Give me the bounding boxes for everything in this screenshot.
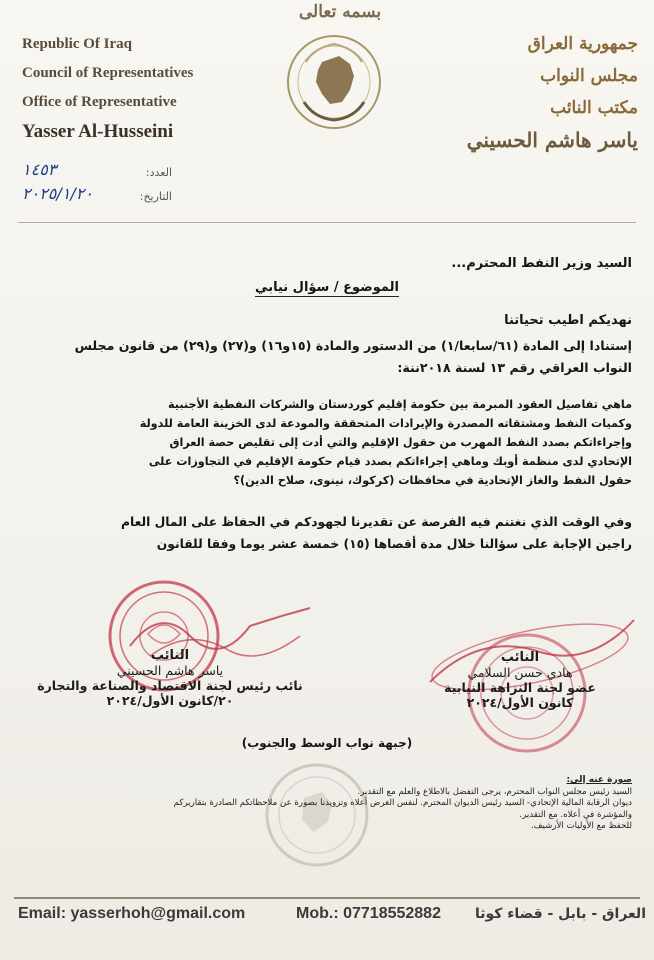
paragraph-1-line-2: النواب العراقي رقم ١٣ لسنة ٢٠١٨ننة: [397,360,632,375]
signature-left-position: نائب رئيس لجنة الاقتصاد والصناعة والتجارة [37,678,303,693]
signature-right-role: النائب [500,650,540,665]
subject [0,280,654,295]
ref-number-label: العدد: [145,166,172,179]
ref-date-value: ٢٠٢٥/١/٢٠ [22,184,93,203]
basmala: بسمه تعالى [298,2,382,22]
addressee: السيد وزير النفط المحترم... [451,256,632,271]
header-en-line-3: Office of Representative [22,94,177,110]
signature-left [20,648,320,708]
header-ar-line-2: مجلس النواب [540,66,638,86]
cc-line-1: السيد رئيس مجلس النواب المحترم، يرجى التفضل بالاطلاع والعلم مع التقدير. [357,786,632,797]
paragraph-2-line-5: حقول النفط والغاز الإتحادية في محافظات (كركوك، نينوى، صلاح الدين)؟ [233,474,632,487]
signature-right [400,650,640,710]
cc-heading: صورة عنه إلى: [566,775,632,785]
header-english [22,30,222,146]
ref-number-value: ١٤٥٣ [22,160,57,179]
signature-right-date: كانون الأول/٢٠٢٤ [466,695,574,710]
front-name: (جبهة نواب الوسط والجنوب) [241,736,413,750]
reference-block [22,160,172,208]
footer-divider [14,897,640,899]
footer-mobile: Mob.: 07718552882 [296,905,441,922]
signature-right-name: هادي حسن السلامي [467,665,573,680]
signature-left-name: ياسر هاشم الحسيني [116,663,224,678]
signature-right-position: عضو لجنة النزاهة النيابية [444,680,596,695]
signature-left-date: ٢٠/كانون الأول/٢٠٢٤ [106,693,234,708]
paragraph-2-line-2: وكميات النفط ومشتقاته المصدرة والإيرادات المتحققة والمودعة لدى الخزينة العامة للدولة [139,417,632,430]
cc-line-2: ديوان الرقابة المالية الإتحادي- السيد رئيس الديوان المحترم. لنفس الغرض أعلاه وتزويدنا بصورة عن ملاحظاتكم الصادرة بتقاريركم [173,798,632,808]
cc-line-4: للحفظ مع الأوليات الأرشيف. [530,821,632,831]
ref-date-label: التاريخ: [139,190,172,203]
header-ar-line-3: مكتب النائب [550,98,638,118]
subject-text: الموضوع / سؤال نيابي [255,280,399,295]
header-en-line-1: Republic Of Iraq [22,36,133,52]
paragraph-2-line-1: ماهي تفاصيل العقود المبرمة بين حكومة إقليم كوردستان والشركات النفطية الأجنبية [167,398,632,411]
coalition-logo-icon [284,32,384,132]
paragraph-3-line-2: راجين الإجابة على سؤالنا خلال مدة أقصاها (١٥) خمسة عشر يوما وفقا للقانون [156,537,632,551]
signature-left-role: النائب [150,648,190,663]
paragraph-2-line-3: وإجراءاتكم بصدد النفط المهرب من حقول الإقليم والتي أدت إلى تقليص حصة العراق [169,436,632,449]
paragraph-1-line-1: إستنادا إلى المادة (٦١/سابعا/١) من الدستور والمادة (١٥و١٦) و(٢٧) و(٢٩) من قانون مجلس [74,338,632,353]
paragraph-2-line-4: الإتحادي لدى منظمة أوبك وماهي إجراءاتكم بصدد قيام حكومة الإقليم في التجاوزات على [148,455,632,468]
footer-email: Email: yasserhoh@gmail.com [18,905,246,922]
header-divider [18,222,636,223]
header-ar-line-1: جمهورية العراق [527,34,638,54]
header-en-line-4: Yasser Al-Husseini [22,121,174,142]
footer-address: العراق - بابل - قضاء كوثا [474,906,646,922]
cc-line-3: والمؤشرة في أعلاه. مع التقدير. [519,809,632,820]
header-ar-line-4: ياسر هاشم الحسيني [466,128,638,152]
cc-list [72,775,632,833]
header-en-line-2: Council of Representatives [22,65,194,81]
greeting: نهديكم اطيب تحياتنا [504,313,632,328]
header-arabic [438,28,638,156]
paragraph-3-line-1: وفي الوقت الذي نغتنم فيه الفرصة عن تقديرنا لجهودكم في الحفاظ على المال العام [120,515,632,529]
